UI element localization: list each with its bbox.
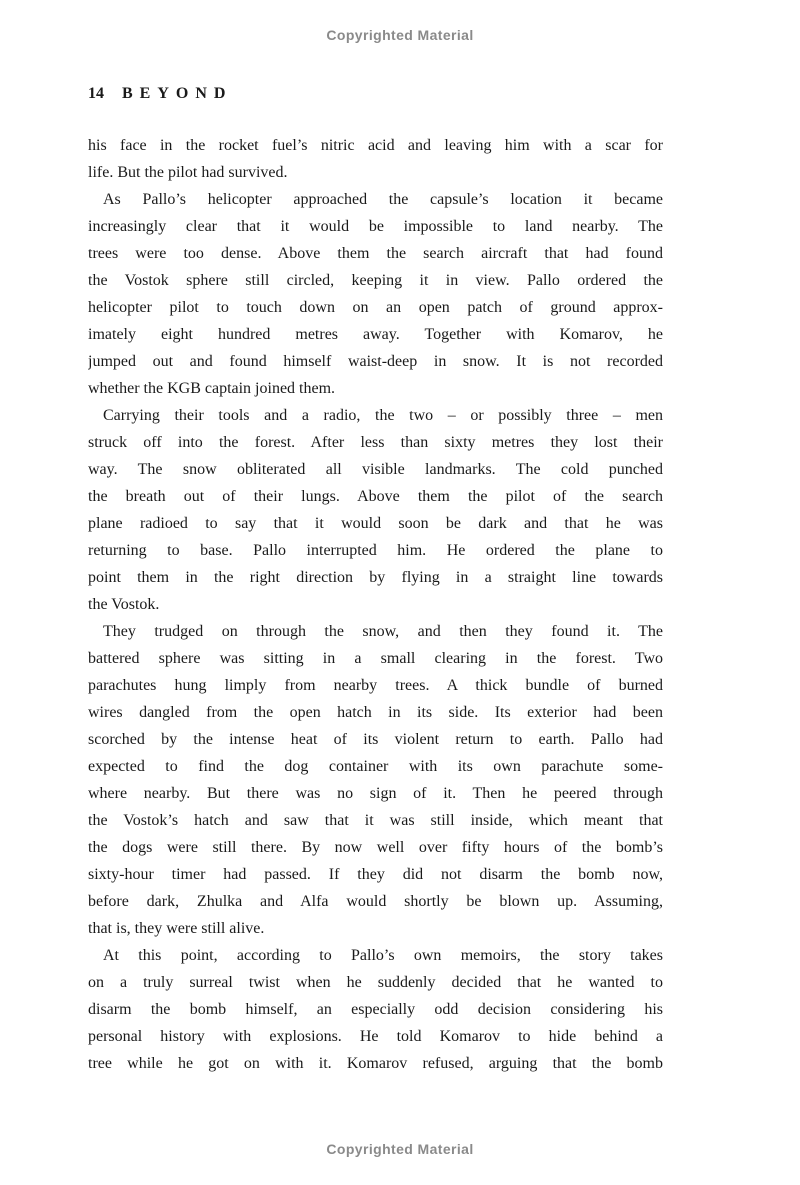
text-line: jumped out and found himself waist-deep in snow. It is not recorded	[88, 353, 663, 370]
text-line: the dogs were still there. By now well over fifty hours of the bomb’s	[88, 839, 663, 856]
text-line: the Vostok’s hatch and saw that it was still inside, which meant that	[88, 812, 663, 829]
text-line: where nearby. But there was no sign of it. Then he peered through	[88, 785, 663, 802]
copyright-notice-bottom: Copyrighted Material	[326, 1141, 474, 1157]
text-line: As Pallo’s helicopter approached the capsule’s location it became	[103, 191, 663, 208]
text-line: that is, they were still alive.	[88, 920, 265, 937]
text-line: personal history with explosions. He told Komarov to hide behind a	[88, 1028, 663, 1045]
text-line: struck off into the forest. After less than sixty metres they lost their	[88, 434, 663, 451]
text-line: before dark, Zhulka and Alfa would shortly be blown up. Assuming,	[88, 893, 663, 910]
text-line: increasingly clear that it would be impossible to land nearby. The	[88, 218, 663, 235]
text-line: way. The snow obliterated all visible landmarks. The cold punched	[88, 461, 663, 478]
page-body-text	[88, 132, 663, 1077]
text-line: his face in the rocket fuel’s nitric acid and leaving him with a scar for	[88, 137, 663, 154]
text-line: plane radioed to say that it would soon be dark and that he was	[88, 515, 663, 532]
text-line: the breath out of their lungs. Above them the pilot of the search	[88, 488, 663, 505]
running-head-title: BEYOND	[122, 85, 233, 102]
paragraph	[88, 942, 663, 1077]
text-line: point them in the right direction by flying in a straight line towards	[88, 569, 663, 586]
text-line: returning to base. Pallo interrupted him. He ordered the plane to	[88, 542, 663, 559]
text-line: sixty-hour timer had passed. If they did not disarm the bomb now,	[88, 866, 663, 883]
paragraph	[88, 618, 663, 942]
text-line: on a truly surreal twist when he suddenly decided that he wanted to	[88, 974, 663, 991]
paragraph	[88, 402, 663, 618]
text-line: At this point, according to Pallo’s own memoirs, the story takes	[103, 947, 663, 964]
text-line: scorched by the intense heat of its violent return to earth. Pallo had	[88, 731, 663, 748]
page-number: 14	[88, 85, 104, 102]
text-line: wires dangled from the open hatch in its side. Its exterior had been	[88, 704, 663, 721]
text-line: the Vostok.	[88, 596, 160, 613]
text-line: life. But the pilot had survived.	[88, 164, 288, 181]
text-line: trees were too dense. Above them the search aircraft that had found	[88, 245, 663, 262]
text-line: disarm the bomb himself, an especially odd decision considering his	[88, 1001, 663, 1018]
text-line: the Vostok sphere still circled, keeping it in view. Pallo ordered the	[88, 272, 663, 289]
text-line: whether the KGB captain joined them.	[88, 380, 336, 397]
text-line: expected to find the dog container with its own parachute some-	[88, 758, 663, 775]
text-line: helicopter pilot to touch down on an open patch of ground approx-	[88, 299, 663, 316]
text-line: tree while he got on with it. Komarov refused, arguing that the bomb	[88, 1055, 663, 1072]
page-header	[88, 85, 232, 103]
paragraph	[88, 186, 663, 402]
text-line: parachutes hung limply from nearby trees. A thick bundle of burned	[88, 677, 663, 694]
text-line: imately eight hundred metres away. Together with Komarov, he	[88, 326, 663, 343]
copyright-notice-top: Copyrighted Material	[326, 27, 474, 43]
text-line: battered sphere was sitting in a small clearing in the forest. Two	[88, 650, 663, 667]
paragraph	[88, 132, 663, 186]
text-line: They trudged on through the snow, and then they found it. The	[103, 623, 663, 640]
text-line: Carrying their tools and a radio, the two – or possibly three – men	[103, 407, 663, 424]
